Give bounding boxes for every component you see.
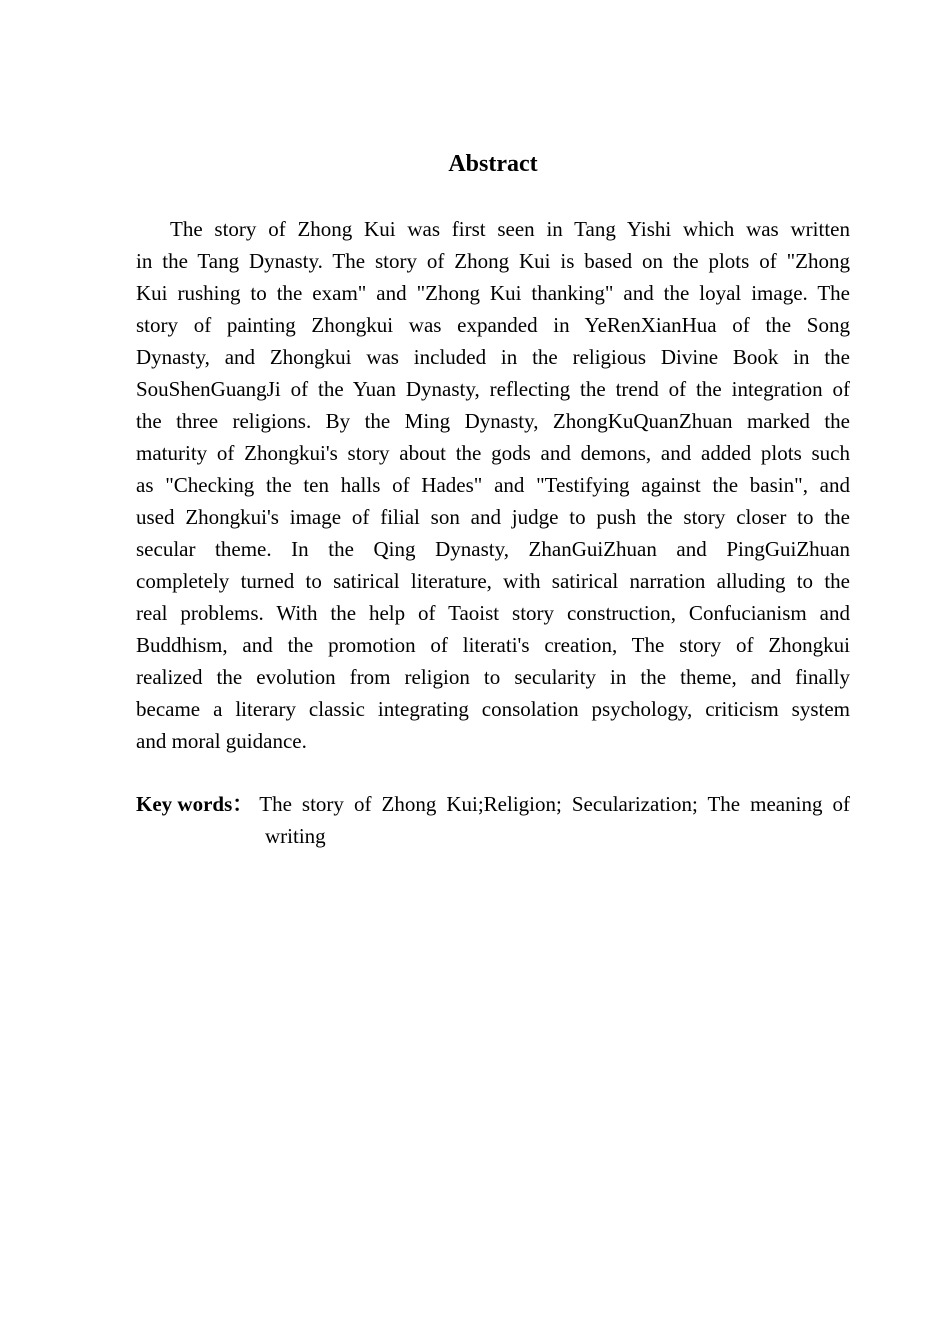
abstract-line: real problems. With the help of Taoist story construction, Confucianism and [136, 601, 850, 625]
keywords-label: Key words： [136, 792, 254, 816]
abstract-line: became a literary classic integrating consolation psychology, criticism system [136, 697, 850, 721]
abstract-line: secular theme. In the Qing Dynasty, ZhanGuiZhuan and PingGuiZhuan [136, 537, 850, 561]
abstract-line: in the Tang Dynasty. The story of Zhong Kui is based on the plots of "Zhong [136, 249, 850, 273]
abstract-line: Buddhism, and the promotion of literati's creation, The story of Zhongkui [136, 633, 850, 657]
abstract-line: Kui rushing to the exam" and "Zhong Kui thanking" and the loyal image. The [136, 281, 850, 305]
keywords-text: The story of Zhong Kui;Religion; Secularization; The meaning of [259, 792, 850, 816]
abstract-line: completely turned to satirical literature, with satirical narration alluding to the [136, 569, 850, 593]
abstract-line: used Zhongkui's image of filial son and judge to push the story closer to the [136, 505, 850, 529]
abstract-line: as "Checking the ten halls of Hades" and "Testifying against the basin", and [136, 473, 850, 497]
abstract-line: Dynasty, and Zhongkui was included in the religious Divine Book in the [136, 345, 850, 369]
abstract-line: SouShenGuangJi of the Yuan Dynasty, reflecting the trend of the integration of [136, 377, 850, 401]
keywords-section [136, 788, 850, 852]
abstract-line: realized the evolution from religion to secularity in the theme, and finally [136, 665, 850, 689]
abstract-line: story of painting Zhongkui was expanded in YeRenXianHua of the Song [136, 313, 850, 337]
abstract-line: and moral guidance. [136, 729, 307, 753]
abstract-title: Abstract [448, 151, 538, 177]
abstract-line: maturity of Zhongkui's story about the gods and demons, and added plots such [136, 441, 850, 465]
keywords-text-continued: writing [265, 824, 326, 848]
abstract-line: the three religions. By the Ming Dynasty, ZhongKuQuanZhuan marked the [136, 409, 850, 433]
abstract-body [136, 213, 850, 757]
abstract-line: The story of Zhong Kui was first seen in Tang Yishi which was written [170, 217, 850, 241]
